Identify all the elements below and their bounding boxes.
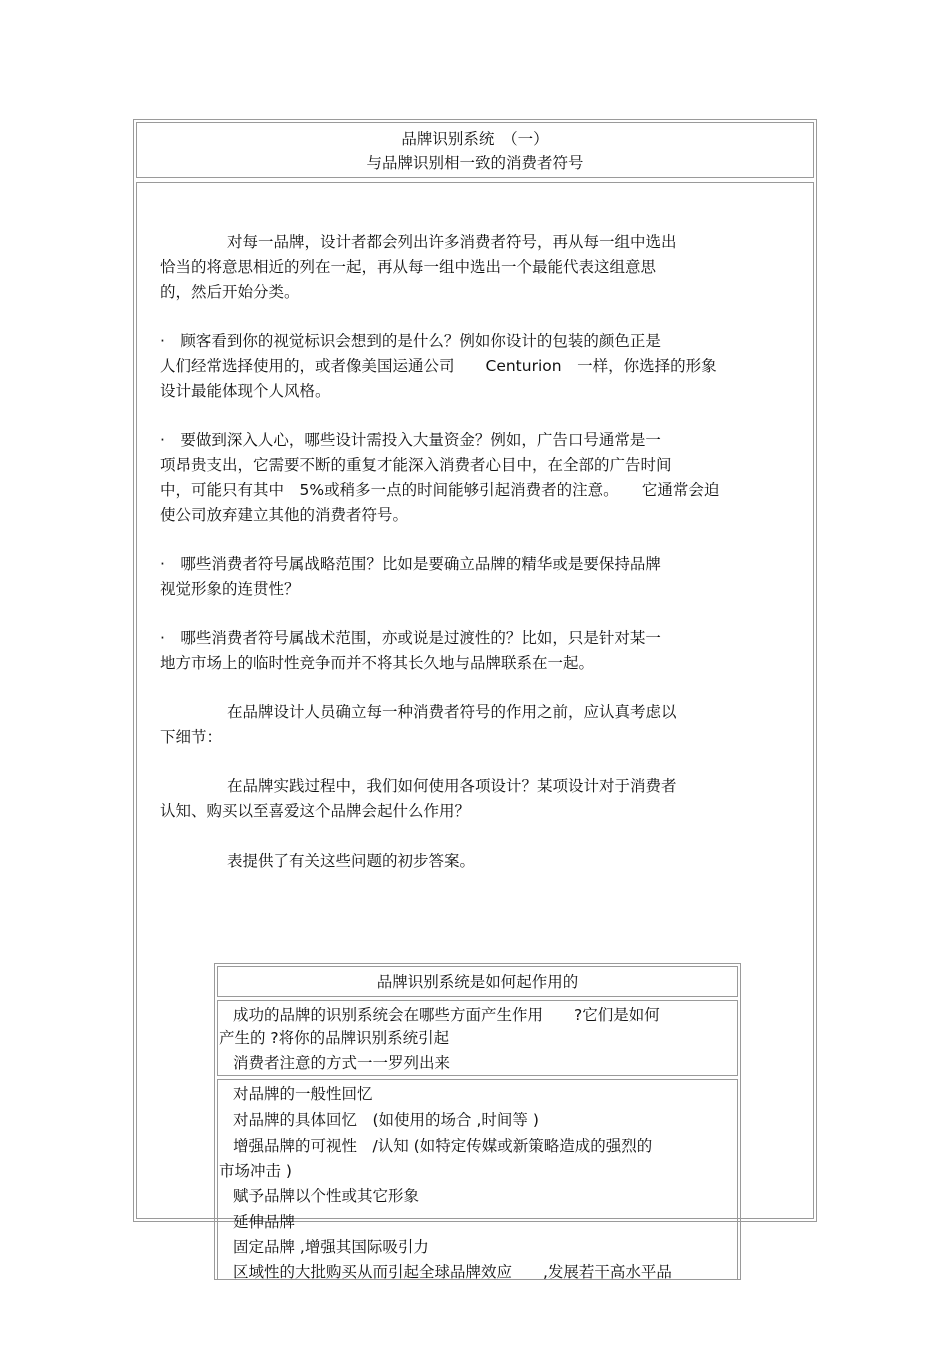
bullet-line: · 要做到深入人心，哪些设计需投入大量资金？例如，广告口号通常是一 [160, 431, 661, 449]
list-item: 对品牌的一般性回忆 [233, 1085, 373, 1103]
list-item: 区域性的大批购买从而引起全球品牌效应 ,发展若干高水平品 [233, 1263, 672, 1280]
paragraph-line: 恰当的将意思相近的列在一起，再从每一组中选出一个最能代表这组意思 [160, 258, 657, 276]
bullet-line: 使公司放弃建立其他的消费者符号。 [160, 506, 409, 524]
paragraph-line: 下细节： [160, 728, 223, 746]
page-subtitle: 与品牌识别相一致的消费者符号 [366, 154, 584, 172]
inner-table-question-cell [217, 1000, 738, 1076]
inner-table-title-cell [217, 966, 738, 997]
paragraph-line: 对每一品牌，设计者都会列出许多消费者符号，再从每一组中选出 [227, 233, 677, 251]
bullet-line: 项昂贵支出，它需要不断的重复才能深入消费者心目中，在全部的广告时间 [160, 456, 672, 474]
paragraph-line: 认知、购买以至喜爱这个品牌会起什么作用？ [160, 802, 471, 820]
list-item: 固定品牌 ,增强其国际吸引力 [233, 1238, 429, 1256]
content-cell [136, 182, 814, 1280]
document-frame [133, 119, 817, 1280]
bullet-line: · 顾客看到你的视觉标识会想到的是什么？例如你设计的包装的颜色正是 [160, 332, 661, 350]
inner-table-title: 品牌识别系统是如何起作用的 [376, 973, 579, 991]
bullet-line: 视觉形象的连贯性？ [160, 580, 300, 598]
bullet-line: · 哪些消费者符号属战略范围？比如是要确立品牌的精华或是要保持品牌 [160, 555, 661, 573]
bullet-line: 设计最能体现个人风格。 [160, 382, 331, 400]
paragraph-line: 表提供了有关这些问题的初步答案。 [227, 852, 476, 870]
paragraph-line: 在品牌设计人员确立每一种消费者符号的作用之前，应认真考虑以 [227, 703, 677, 721]
list-item: 市场冲击 ) [219, 1162, 292, 1180]
question-line: 消费者注意的方式一一罗列出来 [233, 1054, 451, 1072]
inner-table [214, 963, 741, 1280]
bullet-line: · 哪些消费者符号属战术范围，亦或说是过渡性的？比如，只是针对某一 [160, 629, 661, 647]
inner-table-list-cell [217, 1079, 738, 1280]
list-item: 增强品牌的可视性 /认知 (如特定传媒或新策略造成的强烈的 [233, 1137, 653, 1155]
list-item: 对品牌的具体回忆 (如使用的场合 ,时间等 ) [233, 1111, 539, 1129]
bullet-line: 人们经常选择使用的，或者像美国运通公司 Centurion 一样，你选择的形象 [160, 357, 717, 375]
question-line: 成功的品牌的识别系统会在哪些方面产生作用 ?它们是如何 [233, 1006, 660, 1024]
bullet-line: 地方市场上的临时性竞争而并不将其长久地与品牌联系在一起。 [160, 654, 595, 672]
paragraph-line: 的，然后开始分类。 [160, 283, 300, 301]
paragraph-line: 在品牌实践过程中，我们如何使用各项设计？某项设计对于消费者 [227, 777, 677, 795]
page-title: 品牌识别系统 （一） [401, 130, 549, 148]
bullet-line: 中，可能只有其中 5%或稍多一点的时间能够引起消费者的注意。 它通常会迫 [160, 481, 720, 499]
header-cell [136, 122, 814, 178]
list-item: 延伸品牌 [233, 1213, 296, 1231]
list-item: 赋予品牌以个性或其它形象 [233, 1187, 420, 1205]
question-line: 产生的 ?将你的品牌识别系统引起 [219, 1029, 450, 1047]
